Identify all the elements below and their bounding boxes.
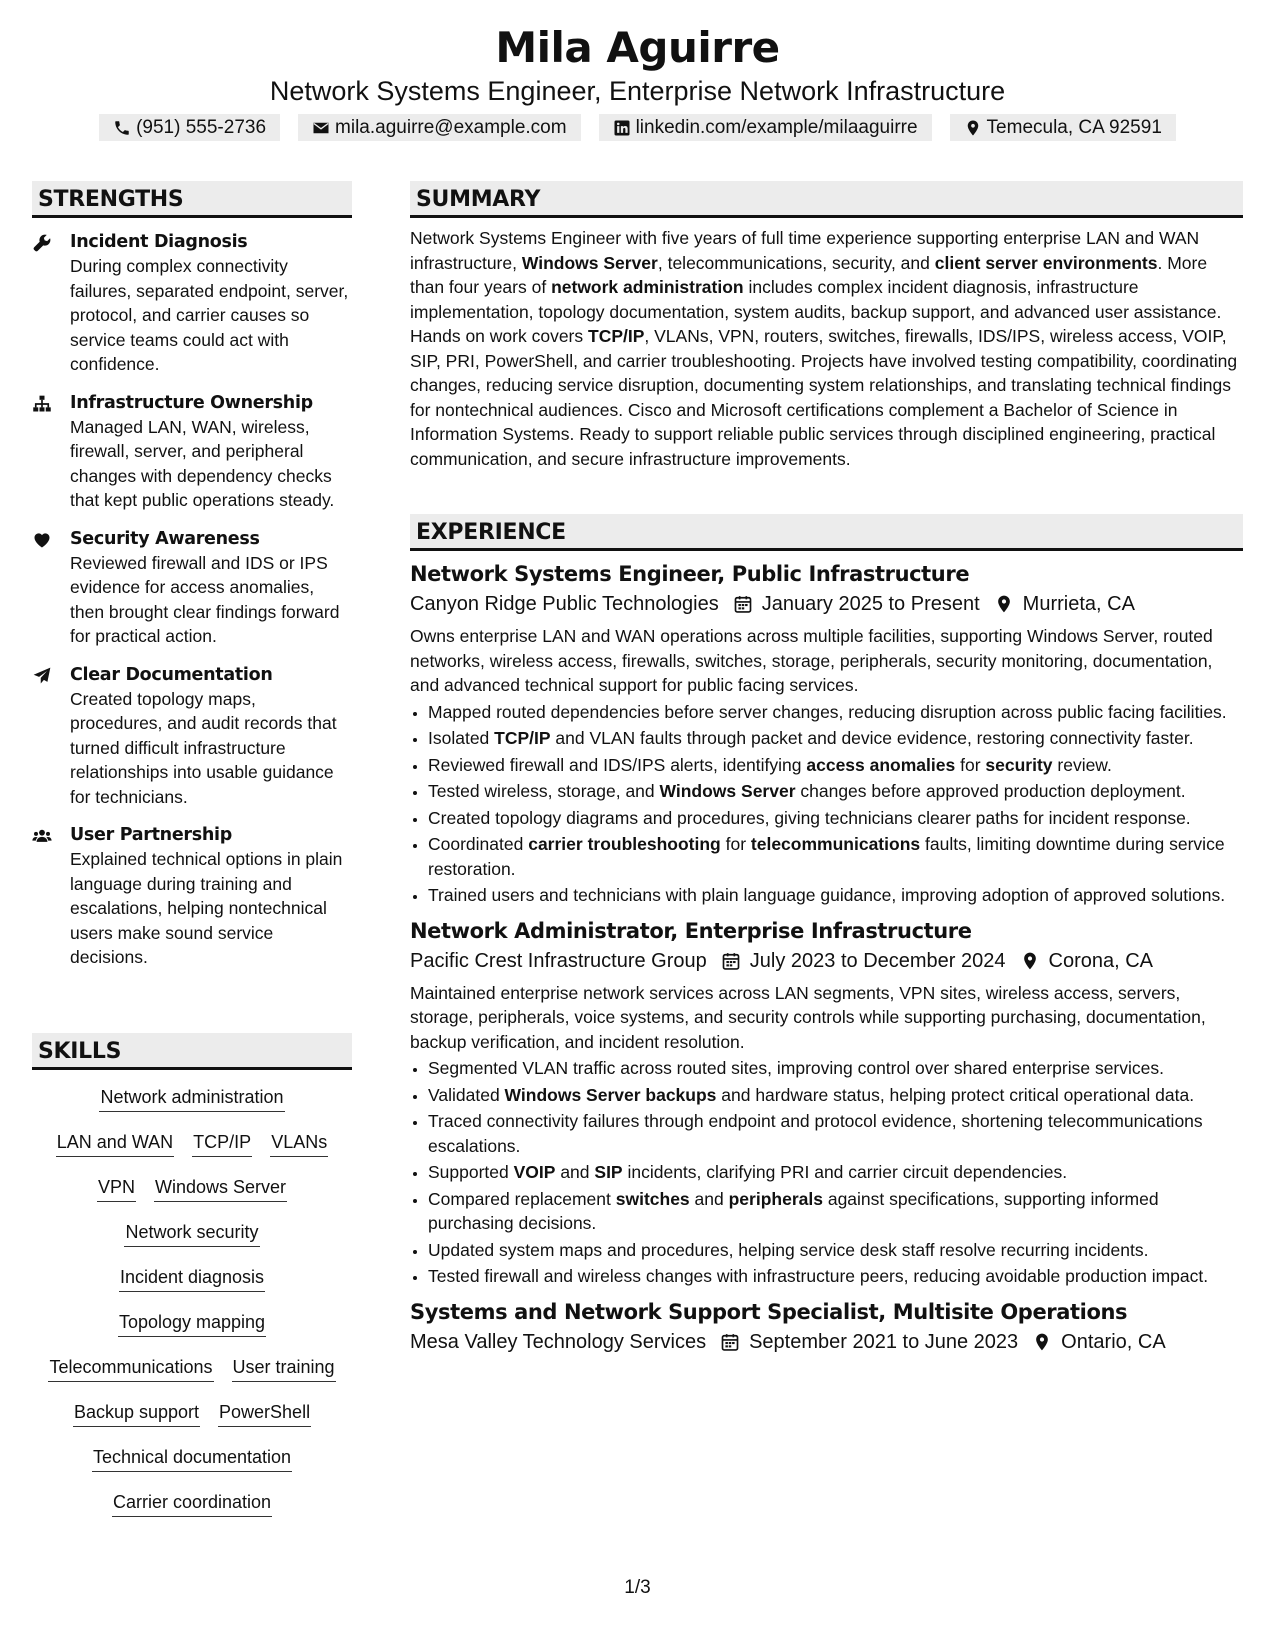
strength-desc: Created topology maps, procedures, and audit records that turned difficult infrastructure relationships into usable guidance for technicians. [70, 688, 337, 807]
summary-text: Network Systems Engineer with five years of full time experience supporting enterprise LAN and WAN infrastructure, Windows Server, telecommunications, security, and client server environments. More than four years of network administration includes complex incident diagnosis, infrastructure implementation, topology documentation, system audits, backup support, and advanced user assistance. Hands on work covers TCP/IP, VLANs, VPN, routers, switches, firewalls, IDS/IPS, wireless access, VOIP, SIP, PRI, PowerShell, and carrier troubleshooting. Projects have involved testing compatibility, coordinating changes, reducing service disruption, documenting system relationships, and translating technical findings for nontechnical audiences. Cisco and Microsoft certifications complement a Bachelor of Science in Information Systems. Ready to support reliable public services through disciplined engineering, practical communication, and secure infrastructure improvements. [410, 228, 1238, 469]
job-bullet: • Updated system maps and procedures, helping service desk staff resolve recurring incidents. [428, 1238, 1243, 1263]
contact-location [950, 114, 1176, 141]
map-pin-icon [1020, 951, 1040, 971]
bold-keyword: TCP/IP [588, 326, 645, 346]
strength-item [32, 527, 352, 649]
heart-icon [32, 527, 70, 649]
strength-title: Infrastructure Ownership [70, 392, 313, 413]
envelope-icon [312, 119, 330, 137]
strength-desc: Reviewed firewall and IDS or IPS evidence for access anomalies, then brought clear findings forward for practical action. [70, 552, 340, 646]
strength-title: User Partnership [70, 825, 232, 845]
right-column [410, 181, 1243, 1353]
job-bullet: • Traced connectivity failures through endpoint and protocol evidence, shortening telecommunications escalations. [428, 1109, 1243, 1158]
skill-tag: LAN and WAN [56, 1131, 174, 1157]
job-location: Ontario, CA [1061, 1330, 1166, 1353]
bold-keyword: telecommunications [750, 834, 921, 854]
skill-tag: TCP/IP [192, 1131, 252, 1157]
strength-title: Incident Diagnosis [70, 232, 248, 252]
skill-tag: Backup support [73, 1401, 200, 1427]
calendar-icon [720, 1332, 740, 1352]
summary-heading: SUMMARY [410, 181, 1243, 218]
bold-keyword: carrier troubleshooting [528, 834, 721, 854]
bold-keyword: TCP/IP [494, 728, 551, 748]
skill-row [32, 1438, 352, 1483]
bold-keyword: SIP [594, 1162, 623, 1182]
skill-tag: Network administration [99, 1086, 284, 1112]
job-bullet: • Tested wireless, storage, and Windows Server changes before approved production deployment. [428, 779, 1243, 804]
calendar-icon [721, 951, 741, 971]
job-title: Systems and Network Support Specialist, Multisite Operations [410, 1299, 1128, 1324]
bold-keyword: access anomalies [806, 754, 956, 775]
skill-tag: VPN [97, 1176, 136, 1202]
strength-desc: Managed LAN, WAN, wireless, firewall, server, and peripheral changes with dependency checks that kept public operations steady. [70, 416, 335, 510]
bold-keyword: Windows Server backups [504, 1084, 717, 1105]
left-column [32, 181, 352, 1512]
skill-tag: Topology mapping [118, 1311, 266, 1337]
job-meta [410, 589, 1243, 619]
bold-keyword: Windows Server [521, 252, 658, 273]
job-entry [410, 1297, 1243, 1357]
job-location: Murrieta, CA [1022, 593, 1135, 615]
strengths-list [32, 230, 352, 970]
skill-tag: Telecommunications [48, 1356, 213, 1382]
contact-linkedin-text: linkedin.com/example/milaaguirre [635, 116, 918, 138]
skill-row [32, 1258, 352, 1303]
strength-item [32, 230, 352, 377]
bold-keyword: client server environments [934, 252, 1158, 273]
contact-phone-text: (951) 555-2736 [136, 116, 267, 138]
jobs-list [410, 559, 1243, 1357]
skill-row [32, 1348, 352, 1393]
skill-tag: User training [232, 1356, 336, 1382]
contact-linkedin[interactable] [599, 114, 932, 141]
skill-row [32, 1303, 352, 1348]
experience-section [410, 514, 1243, 1357]
bold-keyword: Windows Server [659, 781, 796, 801]
strengths-heading: STRENGTHS [32, 181, 352, 218]
job-title: Network Systems Engineer, Public Infrastructure [410, 562, 970, 586]
strength-title: Security Awareness [70, 528, 260, 549]
job-location: Corona, CA [1048, 949, 1153, 972]
job-bullet: • Created topology diagrams and procedures, giving technicians clearer paths for incident response. [428, 806, 1243, 831]
job-description: Owns enterprise LAN and WAN operations across multiple facilities, supporting Windows Server, routed networks, wireless access, firewalls, switches, storage, peripherals, security monitoring, documentation, and advanced technical support for public facing services. [410, 626, 1213, 695]
contact-location-text: Temecula, CA 92591 [986, 116, 1162, 138]
skill-tag: Network security [124, 1221, 259, 1247]
skill-tag: Technical documentation [92, 1446, 292, 1472]
strength-item [32, 663, 352, 810]
skills-section [32, 1033, 352, 1528]
users-icon [32, 823, 70, 970]
job-dates: July 2023 to December 2024 [749, 949, 1006, 972]
candidate-name: Mila Aguirre [495, 23, 780, 72]
paper-plane-icon [32, 663, 70, 810]
contact-email[interactable] [298, 114, 581, 141]
sitemap-icon [32, 391, 70, 513]
strength-item [32, 823, 352, 970]
job-company: Pacific Crest Infrastructure Group [410, 949, 707, 972]
job-dates: September 2021 to June 2023 [749, 1330, 1019, 1353]
job-bullet: • Validated Windows Server backups and hardware status, helping protect critical operational data. [428, 1083, 1243, 1108]
skills-list [32, 1078, 352, 1528]
job-dates: January 2025 to Present [761, 593, 980, 615]
job-bullet: • Compared replacement switches and peripherals against specifications, supporting informed purchasing decisions. [428, 1187, 1243, 1236]
job-bullet: • Isolated TCP/IP and VLAN faults through packet and device evidence, restoring connectivity faster. [428, 726, 1243, 751]
job-description: Maintained enterprise network services across LAN segments, VPN sites, wireless access, servers, storage, peripherals, voice systems, and security controls while supporting purchasing, documentation, backup verification, and incident resolution. [410, 982, 1206, 1052]
job-company: Canyon Ridge Public Technologies [410, 593, 719, 615]
skill-tag: VLANs [270, 1131, 328, 1157]
strength-title: Clear Documentation [70, 664, 273, 685]
job-bullet: • Coordinated carrier troubleshooting for telecommunications faults, limiting downtime during service restoration. [428, 832, 1243, 881]
calendar-icon [733, 594, 753, 614]
job-bullet: • Tested firewall and wireless changes with infrastructure peers, reducing avoidable production impact. [428, 1264, 1243, 1289]
skill-row [32, 1393, 352, 1438]
job-title: Network Administrator, Enterprise Infrastructure [410, 918, 972, 943]
wrench-icon [32, 230, 70, 377]
job-meta [410, 946, 1243, 976]
page-number: 1/3 [624, 1577, 651, 1598]
map-pin-icon [1032, 1332, 1052, 1352]
bold-keyword: VOIP [513, 1162, 556, 1182]
job-bullet: • Mapped routed dependencies before server changes, reducing disruption across public facing facilities. [428, 700, 1243, 725]
resume-header [0, 22, 1275, 141]
skill-tag: Carrier coordination [112, 1491, 272, 1517]
phone-icon [113, 119, 131, 137]
job-bullet: • Segmented VLAN traffic across routed sites, improving control over shared enterprise services. [428, 1056, 1243, 1081]
job-meta [410, 1327, 1243, 1357]
bold-keyword: security [985, 754, 1053, 775]
job-entry [410, 916, 1243, 1289]
job-company: Mesa Valley Technology Services [410, 1330, 707, 1353]
experience-heading: EXPERIENCE [410, 514, 1243, 551]
contact-phone[interactable] [99, 114, 280, 141]
job-bullets [410, 1056, 1243, 1289]
skill-row [32, 1123, 352, 1168]
strength-desc: Explained technical options in plain language during training and escalations, helping nontechnical users make sound service decisions. [70, 849, 343, 967]
bold-keyword: switches [615, 1188, 690, 1209]
job-entry [410, 559, 1243, 908]
skill-tag: PowerShell [218, 1401, 311, 1427]
linkedin-icon [613, 119, 631, 137]
bold-keyword: peripherals [728, 1188, 823, 1209]
candidate-headline: Network Systems Engineer, Enterprise Network Infrastructure [269, 76, 1006, 106]
skill-row [32, 1213, 352, 1258]
skill-tag: Windows Server [154, 1176, 287, 1202]
skills-heading: SKILLS [32, 1033, 352, 1070]
skill-row [32, 1168, 352, 1213]
skill-row [32, 1078, 352, 1123]
job-bullets [410, 700, 1243, 908]
strength-desc: During complex connectivity failures, separated endpoint, server, protocol, and carrier causes so service teams could act with confidence. [70, 256, 349, 374]
skill-row [32, 1483, 352, 1528]
job-bullet: • Reviewed firewall and IDS/IPS alerts, identifying access anomalies for security review. [428, 753, 1243, 778]
job-bullet: • Supported VOIP and SIP incidents, clarifying PRI and carrier circuit dependencies. [428, 1160, 1243, 1185]
map-pin-icon [994, 594, 1014, 614]
map-pin-icon [964, 119, 982, 137]
skill-tag: Incident diagnosis [119, 1266, 265, 1292]
contact-email-text: mila.aguirre@example.com [335, 116, 567, 138]
contact-bar [0, 114, 1275, 141]
job-bullet: • Trained users and technicians with plain language guidance, improving adoption of approved solutions. [428, 883, 1243, 908]
bold-keyword: network administration [551, 277, 744, 297]
strength-item [32, 391, 352, 513]
